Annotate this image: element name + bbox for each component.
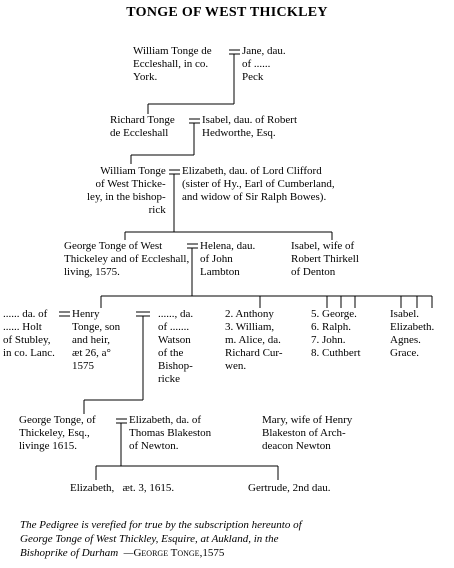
person-watson-wife: ......, da. of ....... Watson of the Bishop- ricke [158,308,194,385]
footnote-signature: George Tonge [133,547,200,559]
person-elizabeth-blakeston: Elizabeth, da. of Thomas Blakeston of Newton. [129,414,212,452]
footnote-year: ,1575 [199,547,225,559]
person-henry-tonge: Henry Tonge, son and heir, æt 26, a° 1575 [72,308,121,372]
person-holt-wife: ...... da. of ...... Holt of Stubley, in co. Lanc. [3,308,55,359]
person-mary-blakeston: Mary, wife of Henry Blakeston of Arch- deacon Newton [262,414,353,452]
page-title: TONGE OF WEST THICKLEY [126,5,328,20]
person-isabel-hedworthe: Isabel, dau. of Robert Hedworthe, Esq. [202,114,297,139]
person-richard-tonge: Richard Tonge de Eccleshall [110,114,175,139]
person-helena-lambton: Helena, dau. of John Lambton [200,240,256,278]
footnote-text: The Pedigree is verefied for true by the subscription hereunto of George Tonge of West Thickley, Esquire, at Aukland, in the Bishoprike of Durham — [20,519,302,559]
siblings-anthony-william: 2. Anthony 3. William, m. Alice, da. Richard Cur- wen. [225,308,283,372]
person-isabel-thirkell: Isabel, wife of Robert Thirkell of Denton [291,240,359,278]
person-jane-peck: Jane, dau. of ...... Peck [242,45,286,83]
person-george-tonge: George Tonge of West Thickeley and of Eccleshall, living, 1575. [64,240,190,278]
person-gertrude: Gertrude, 2nd dau. [248,482,331,494]
person-elizabeth-child: Elizabeth, æt. 3, 1615. [70,482,175,494]
person-elizabeth-clifford: Elizabeth, dau. of Lord Clifford (sister of Hy., Earl of Cumberland, and widow of Sir Ralph Bowes). [182,165,335,203]
person-george-tonge-younger: George Tonge, of Thickeley, Esq., livinge 1615. [19,414,96,452]
pedigree-footnote [20,518,302,560]
siblings-george-ralph-john-cuthbert: 5. George. 6. Ralph. 7. John. 8. Cuthbert [311,308,361,359]
person-william-tonge-of-west-thickley: William Tonge of West Thicke- ley, in the bishop- rick [87,165,166,216]
person-william-tonge-de-eccleshall: William Tonge de Eccleshall, in co. York. [133,45,212,83]
siblings-daughters: Isabel. Elizabeth. Agnes. Grace. [390,308,435,359]
